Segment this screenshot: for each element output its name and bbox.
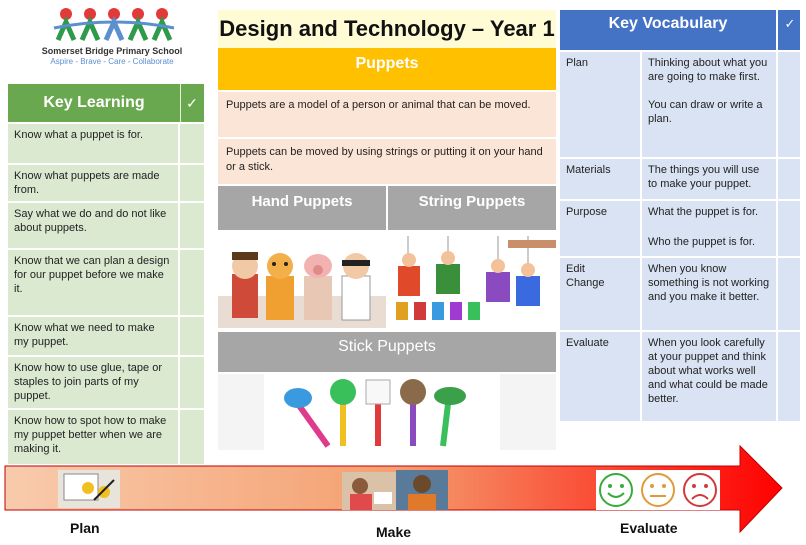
vocab-row — [560, 332, 800, 421]
vocab-row — [560, 201, 800, 258]
checkbox-cell[interactable] — [780, 159, 800, 199]
school-motto: Aspire - Brave - Care - Collaborate — [50, 57, 174, 66]
timeline-make-label: Make — [376, 524, 412, 540]
vocab-row — [560, 52, 800, 159]
key-learning-text: Say what we do and do not like about puppets. — [8, 203, 180, 248]
progress-timeline — [4, 444, 794, 540]
key-learning-item — [8, 317, 204, 357]
check-icon: ✓ — [186, 95, 198, 111]
puppets-definition: Puppets are a model of a person or animal that can be moved. — [218, 92, 556, 137]
vocab-row — [560, 258, 800, 332]
key-learning-item — [8, 124, 204, 165]
page-title: Design and Technology – Year 1 — [218, 10, 556, 48]
make-photo — [342, 472, 396, 510]
neutral-face-icon — [642, 474, 674, 506]
key-vocabulary-title: Key Vocabulary — [560, 10, 778, 50]
vocab-definition-text: Thinking about what you are going to make first. — [648, 57, 768, 83]
checkbox-cell[interactable] — [780, 258, 800, 330]
checkbox-cell[interactable] — [180, 165, 204, 201]
school-name: Somerset Bridge Primary School — [41, 46, 183, 56]
key-learning-text: Know what puppets are made from. — [8, 165, 180, 201]
vocab-definition-text: When you know something is not working and you make it better. — [648, 263, 770, 303]
key-learning-item — [8, 250, 204, 317]
vocab-definition — [642, 258, 778, 330]
happy-face-icon — [600, 474, 632, 506]
hand-puppets-header: Hand Puppets — [218, 186, 386, 230]
checkbox-cell[interactable] — [780, 332, 800, 421]
puppets-movement: Puppets can be moved by using strings or putting it on your hand or a stick. — [218, 139, 556, 184]
make-photo-2 — [396, 470, 448, 510]
key-learning-item — [8, 357, 204, 410]
key-learning-title: Key Learning — [8, 84, 181, 122]
key-learning-text: Know what we need to make my puppet. — [8, 317, 180, 355]
key-learning-item — [8, 203, 204, 250]
vocab-definition — [642, 201, 778, 256]
checkbox-cell[interactable] — [180, 317, 204, 355]
vocab-definition-text: The things you will use to make your puppet. — [648, 164, 760, 190]
vocab-definition — [642, 159, 778, 199]
hand-puppets-photo — [218, 236, 386, 328]
key-learning-text: Know how to use glue, tape or staples to join parts of my puppet. — [8, 357, 180, 408]
vocab-definition-text: When you look carefully at your puppet and think about what works well and what could be made better. — [648, 337, 768, 405]
vocab-definition — [642, 52, 778, 157]
plan-photo — [58, 470, 120, 508]
stick-puppets-header: Stick Puppets — [218, 332, 556, 372]
timeline-plan-label: Plan — [70, 520, 100, 536]
logo-figures-icon — [28, 6, 196, 44]
checkbox-cell[interactable] — [180, 250, 204, 315]
string-puppets-header: String Puppets — [388, 186, 556, 230]
vocab-row — [560, 159, 800, 201]
string-puppets-photo — [388, 236, 556, 328]
checkbox-cell[interactable] — [780, 201, 800, 256]
vocab-definition-text: Who the puppet is for. — [648, 236, 756, 248]
timeline-evaluate-label: Evaluate — [620, 520, 678, 536]
key-learning-text: Know what a puppet is for. — [8, 124, 180, 163]
vocab-definition — [642, 332, 778, 421]
checkbox-cell[interactable] — [180, 124, 204, 163]
checkbox-cell[interactable] — [180, 357, 204, 408]
puppets-header: Puppets — [218, 48, 556, 90]
evaluate-faces — [596, 470, 720, 510]
vocab-term: Edit Change — [560, 258, 642, 330]
vocab-term: Evaluate — [560, 332, 642, 421]
school-logo — [28, 6, 196, 76]
key-learning-text: Know how to spot how to make my puppet better when we are making it. — [8, 410, 180, 464]
vocab-definition-text: What the puppet is for. — [648, 206, 759, 218]
sad-face-icon — [684, 474, 716, 506]
key-learning-item — [8, 165, 204, 203]
vocab-term: Purpose — [560, 201, 642, 256]
vocab-term: Plan — [560, 52, 642, 157]
checkbox-cell[interactable] — [780, 52, 800, 157]
key-learning-header — [8, 84, 204, 122]
check-icon: ✓ — [784, 16, 796, 31]
stick-puppets-photo — [218, 374, 556, 450]
key-learning-text: Know that we can plan a design for our puppet before we make it. — [8, 250, 180, 315]
vocab-term: Materials — [560, 159, 642, 199]
vocab-definition-text: You can draw or write a plan. — [648, 99, 763, 125]
checkbox-cell[interactable] — [180, 203, 204, 248]
key-vocabulary-header — [560, 10, 800, 50]
